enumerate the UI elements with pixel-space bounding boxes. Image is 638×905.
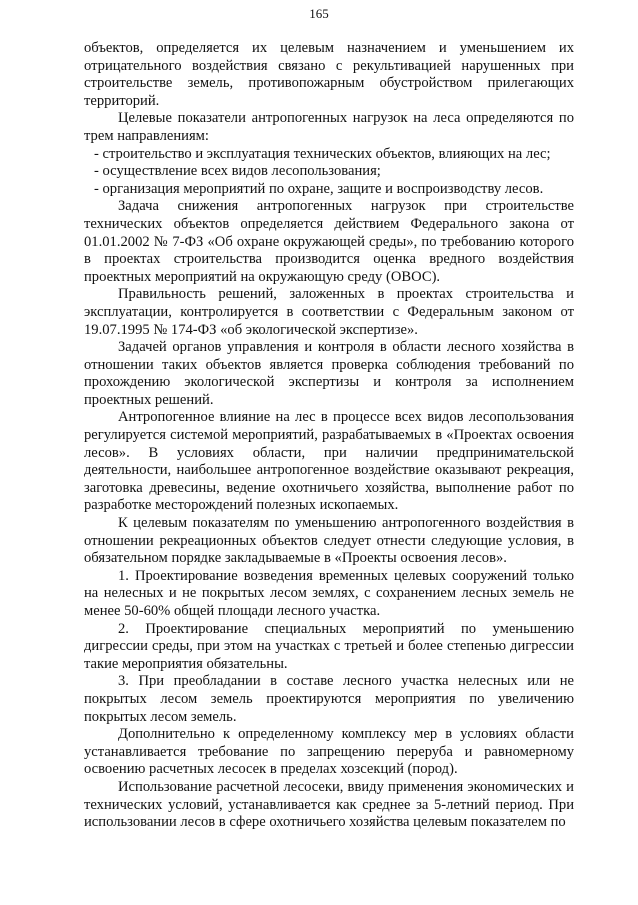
paragraph: Задачей органов управления и контроля в области лесного хозяйства в отношении таких объектов является проверка соблюдения требований по прохождению экологической экспертизы и контроля за исполнением проектных решений. bbox=[84, 339, 574, 408]
paragraph: Целевые показатели антропогенных нагрузок на леса определяются по трем направлениям: bbox=[84, 110, 574, 144]
paragraph: Дополнительно к определенному комплексу мер в условиях области устанавливается требование по запрещению переруба и равномерному освоению расчетных лесосек в пределах хозсекций (пород). bbox=[84, 726, 574, 778]
paragraph: Задача снижения антропогенных нагрузок при строительстве технических объектов определяется действием Федерального закона от 01.01.2002 № 7-ФЗ «Об охране окружающей среды», по требованию которого в проектах строительства производится оценка вредного воздействия проектных мероприятий на окружающую среду (ОВОС). bbox=[84, 198, 574, 285]
paragraph: Антропогенное влияние на лес в процессе всех видов лесопользования регулируется системой мероприятий, разрабатываемых в «Проектах освоения лесов». В условиях области, при наличии предпринимательской деятельности, наибольшее антропогенное воздействие оказывают рекреация, заготовка древесины, ведение охотничьего хозяйства, выполнение работ по разработке месторождений полезных ископаемых. bbox=[84, 409, 574, 514]
paragraph: К целевым показателям по уменьшению антропогенного воздействия в отношении рекреационных объектов следует отнести следующие условия, в обязательном порядке закладываемые в «Проекты освоения лесов». bbox=[84, 515, 574, 567]
list-item: - организация мероприятий по охране, защите и воспроизводству лесов. bbox=[94, 180, 544, 197]
list-item: - осуществление всех видов лесопользования; bbox=[94, 163, 381, 180]
paragraph: 2. Проектирование специальных мероприятий по уменьшению дигрессии среды, при этом на участках с третьей и более степенью дигрессии такие мероприятия обязательны. bbox=[84, 620, 574, 672]
paragraph: Правильность решений, заложенных в проектах строительства и эксплуатации, контролируется в соответствии с Федеральным законом от 19.07.1995 № 174-ФЗ «об экологической экспертизе». bbox=[84, 286, 574, 338]
paragraph: объектов, определяется их целевым назначением и уменьшением их отрицательного воздействия связано с рекультивацией нарушенных при строительстве земель, противопожарным обустройством прилегающих территорий. bbox=[84, 40, 574, 109]
page-body bbox=[84, 40, 574, 832]
paragraph: 1. Проектирование возведения временных целевых сооружений только на нелесных и не покрытых лесом землях, с сохранением лесных земель не менее 50-60% общей площади лесного участка. bbox=[84, 567, 574, 619]
paragraph: Использование расчетной лесосеки, ввиду применения экономических и технических условий, устанавливается как среднее за 5-летний период. При использовании лесов в сфере охотничьего хозяйства целевым показателем по bbox=[84, 778, 574, 831]
paragraph: 3. При преобладании в составе лесного участка нелесных или не покрытых лесом земель проектируются мероприятия по увеличению покрытых лесом земель. bbox=[84, 673, 574, 725]
page-number: 165 bbox=[309, 6, 329, 21]
list-item: - строительство и эксплуатация технических объектов, влияющих на лес; bbox=[94, 145, 551, 162]
